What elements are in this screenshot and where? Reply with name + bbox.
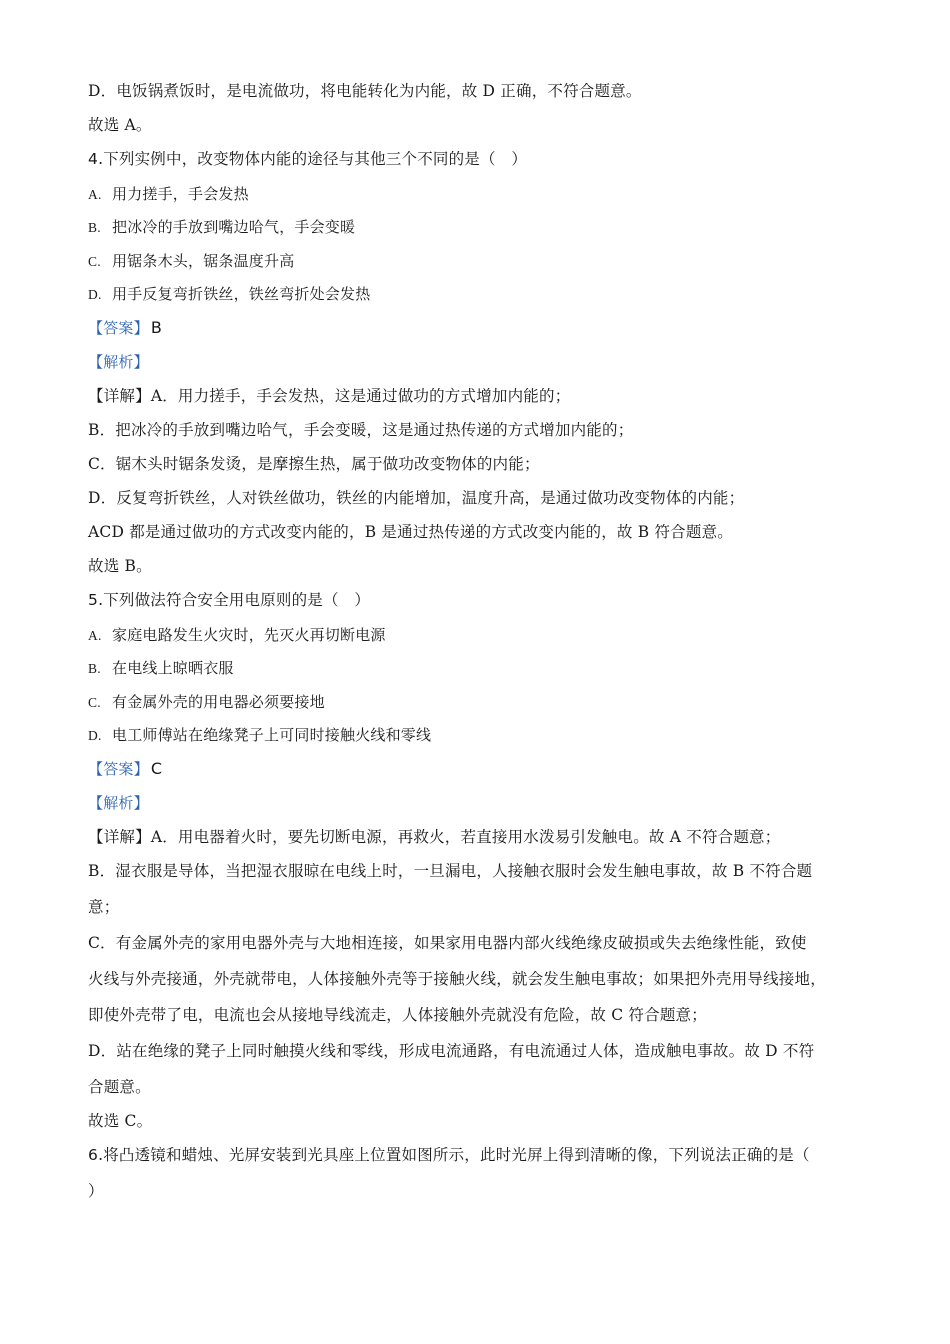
option-letter: A.: [88, 628, 102, 643]
detail-line: D．站在绝缘的凳子上同时触摸火线和零线，形成电流通路，有电流通过人体，造成触电事故。故 D 不符: [88, 1042, 815, 1060]
option-text: 家庭电路发生火灾时，先灭火再切断电源: [112, 626, 386, 644]
option-b: [88, 657, 870, 680]
question-number: 5: [88, 591, 99, 609]
detail-line: C．有金属外壳的家用电器外壳与大地相连接，如果家用电器内部火线绝缘皮破损或失去绝缘性能，致使: [88, 934, 807, 952]
option-a: [88, 624, 870, 647]
analysis-tag: 【解析】: [88, 794, 149, 812]
option-text: 用锯条木头，锯条温度升高: [112, 252, 295, 270]
detail-line: 火线与外壳接通，外壳就带电，人体接触外壳等于接触火线，就会发生触电事故；如果把外壳用导线接地，: [88, 970, 826, 988]
option-letter: D.: [88, 287, 102, 302]
option-letter: B.: [88, 661, 101, 676]
detail-text: A．用力搓手，手会发热，这是通过做功的方式增加内能的；: [150, 387, 571, 405]
option-b: [88, 216, 870, 239]
option-c: [88, 691, 870, 714]
question-6-stem-continued: ）: [88, 1182, 104, 1200]
answer-line: [88, 758, 870, 780]
answer-tag: 【答案】: [88, 760, 149, 778]
question-number: 4: [88, 150, 99, 168]
text-line: 故选 A。: [88, 116, 152, 134]
detail-text: A．用电器着火时，要先切断电源，再救火，若直接用水泼易引发触电。故 A 不符合题意；: [150, 828, 781, 846]
detail-line: C．锯木头时锯条发烫，是摩擦生热，属于做功改变物体的内能；: [88, 455, 540, 473]
detail-line: [88, 826, 870, 848]
question-text: .将凸透镜和蜡烛、光屏安装到光具座上位置如图所示，此时光屏上得到清晰的像，下列说法正确的是（: [98, 1146, 810, 1164]
option-text: 用力搓手，手会发热: [112, 185, 249, 203]
detail-line: 故选 B。: [88, 557, 152, 575]
answer-tag: 【答案】: [88, 319, 149, 337]
detail-line: 即使外壳带了电，电流也会从接地导线流走，人体接触外壳就没有危险，故 C 符合题意；: [88, 1006, 707, 1024]
analysis-tag: 【解析】: [88, 353, 149, 371]
detail-tag: 【详解】: [88, 828, 151, 846]
option-letter: C.: [88, 254, 101, 269]
detail-line: ACD 都是通过做功的方式改变内能的，B 是通过热传递的方式改变内能的，故 B 符合题意。: [88, 523, 733, 541]
analysis-line: [88, 792, 870, 814]
analysis-line: [88, 351, 870, 373]
option-a: [88, 183, 870, 206]
detail-tag: 【详解】: [88, 387, 151, 405]
option-letter: D.: [88, 728, 102, 743]
question-number: 6: [88, 1146, 99, 1164]
detail-line: D．反复弯折铁丝，人对铁丝做功，铁丝的内能增加，温度升高，是通过做功改变物体的内能；: [88, 489, 745, 507]
option-letter: B.: [88, 220, 101, 235]
option-d: [88, 283, 870, 306]
option-text: 有金属外壳的用电器必须要接地: [112, 693, 325, 711]
option-letter: A.: [88, 187, 102, 202]
answer-value: B: [150, 318, 162, 337]
option-text: 用手反复弯折铁丝，铁丝弯折处会发热: [112, 285, 371, 303]
detail-line: [88, 385, 870, 407]
detail-line: 故选 C。: [88, 1112, 153, 1130]
detail-line: 意；: [88, 898, 120, 916]
detail-line: B．把冰冷的手放到嘴边哈气，手会变暖，这是通过热传递的方式增加内能的；: [88, 421, 634, 439]
option-d: [88, 724, 870, 747]
question-6-stem: [88, 1144, 870, 1166]
detail-line: B．湿衣服是导体，当把湿衣服晾在电线上时，一旦漏电，人接触衣服时会发生触电事故，故 B 不符合题: [88, 862, 813, 880]
question-text: .下列做法符合安全用电原则的是（ ）: [98, 591, 371, 609]
option-text: 把冰冷的手放到嘴边哈气，手会变暖: [112, 218, 356, 236]
answer-line: [88, 317, 870, 339]
option-c: [88, 250, 870, 273]
option-letter: C.: [88, 695, 101, 710]
text-line: D．电饭锅煮饭时，是电流做功，将电能转化为内能，故 D 正确，不符合题意。: [88, 82, 642, 100]
question-4-stem: [88, 148, 870, 170]
question-text: .下列实例中，改变物体内能的途径与其他三个不同的是（ ）: [98, 150, 528, 168]
option-text: 在电线上晾晒衣服: [112, 659, 234, 677]
question-5-stem: [88, 589, 870, 611]
detail-line: 合题意。: [88, 1078, 151, 1096]
option-text: 电工师傅站在绝缘凳子上可同时接触火线和零线: [112, 726, 432, 744]
answer-value: C: [150, 759, 163, 778]
